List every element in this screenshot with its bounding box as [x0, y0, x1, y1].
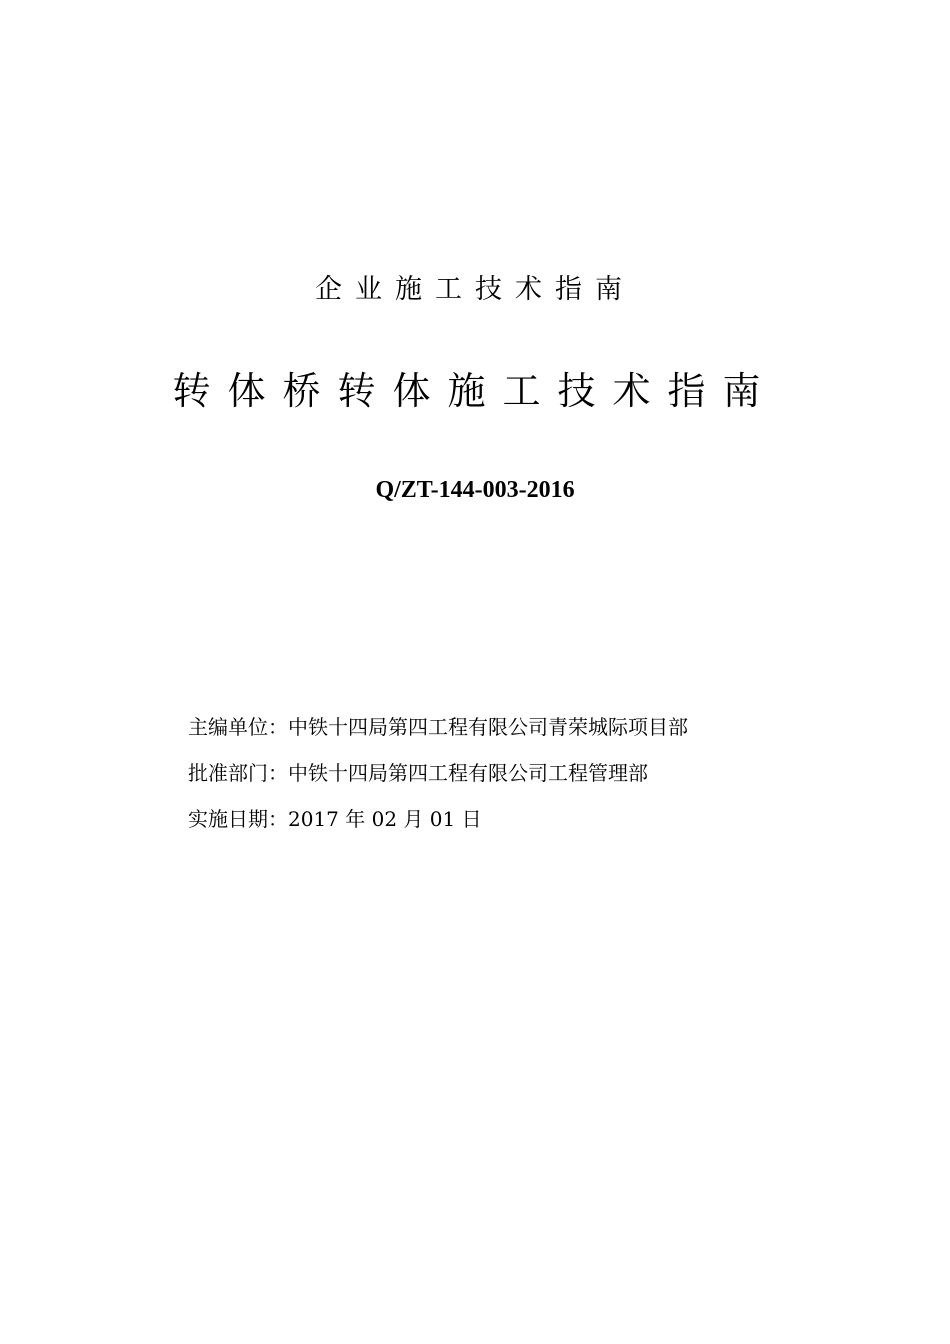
effective-date-line	[188, 800, 888, 846]
effective-date-label: 实施日期：	[188, 807, 288, 831]
main-title: 转体桥转体施工技术指南	[172, 369, 778, 413]
editor-unit-label: 主编单位：	[188, 715, 288, 739]
editor-unit-line	[188, 708, 888, 754]
approval-department-label: 批准部门：	[188, 761, 288, 785]
publication-info	[188, 708, 888, 846]
editor-unit-value: 中铁十四局第四工程有限公司青荣城际项目部	[288, 715, 688, 739]
approval-department-line	[188, 754, 888, 800]
document-code: Q/ZT-144-003-2016	[375, 477, 575, 503]
approval-department-value: 中铁十四局第四工程有限公司工程管理部	[288, 761, 648, 785]
effective-date-value: 2017 年 02 月 01 日	[288, 807, 482, 831]
series-title: 企业施工技术指南	[315, 274, 635, 305]
